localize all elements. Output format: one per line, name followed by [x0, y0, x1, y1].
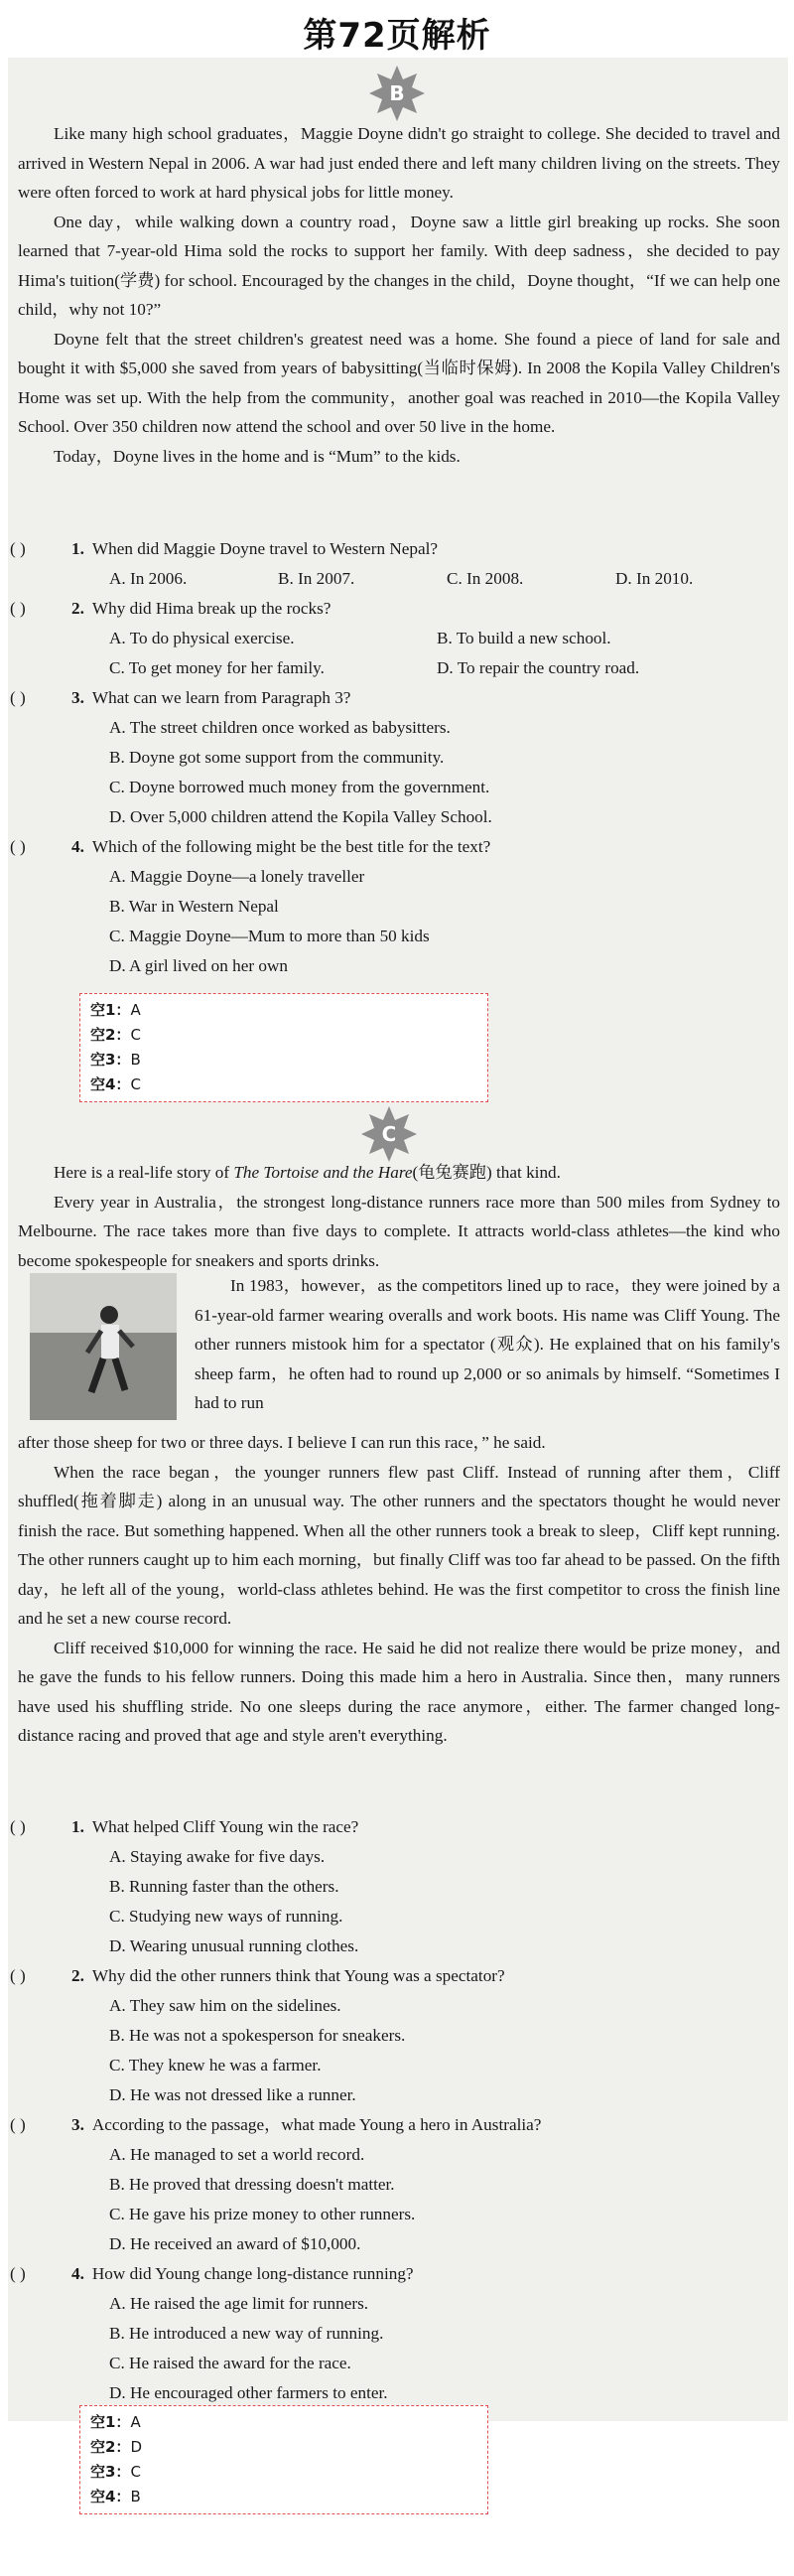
runner-photo: [30, 1273, 177, 1420]
answer-label: 空2：: [90, 2438, 131, 2456]
answer-blank[interactable]: ( ): [10, 837, 26, 856]
answer-row: [90, 1023, 477, 1048]
section-c-questions: [10, 1812, 784, 2408]
story-title: The Tortoise and the Hare: [233, 1163, 413, 1182]
option: B. He was not a spokesperson for sneakers.: [109, 2026, 406, 2045]
question-text: Which of the following might be the best title for the text?: [91, 837, 491, 856]
answer-blank[interactable]: ( ): [10, 599, 26, 618]
option: B. In 2007.: [278, 569, 355, 588]
option: C. To get money for her family.: [109, 658, 325, 677]
option: C. In 2008.: [447, 569, 524, 588]
option: A. He raised the age limit for runners.: [109, 2294, 369, 2313]
option: A. In 2006.: [109, 569, 188, 588]
answer-label: 空4：: [90, 2488, 131, 2505]
question-number: 3.: [71, 2115, 84, 2134]
answer-row: [90, 1048, 477, 1073]
paragraph: [18, 1158, 780, 1188]
section-c-paragraph-3: [195, 1271, 780, 1418]
option: D. In 2010.: [615, 569, 694, 588]
answer-blank[interactable]: ( ): [10, 539, 26, 558]
section-c-leaf-icon: [359, 1104, 419, 1164]
answer-row: [90, 2410, 477, 2435]
option: A. The street children once worked as babysitters.: [109, 718, 451, 737]
option: B. To build a new school.: [437, 629, 611, 647]
answer-blank[interactable]: ( ): [10, 2264, 26, 2283]
section-b-badge: B: [389, 81, 405, 105]
question-number: 1.: [71, 539, 84, 558]
paragraph: Like many high school graduates，Maggie Doyne didn't go straight to college. She decided to travel and arrived in Western Nepal in 2006. A war had just ended there and left many children living on the streets. They were often forced to work at hard physical jobs for little money.: [18, 124, 780, 202]
answer-label: 空1：: [90, 2413, 131, 2431]
question-text: According to the passage，what made Young a hero in Australia?: [91, 2115, 542, 2134]
answer-label: 空2：: [90, 1026, 131, 1044]
paragraph: Today，Doyne lives in the home and is “Mum” to the kids.: [54, 446, 461, 466]
answer-row: [90, 998, 477, 1023]
answer-blank[interactable]: ( ): [10, 2115, 26, 2134]
question-2: [10, 594, 784, 683]
question-text: How did Young change long-distance running?: [91, 2264, 414, 2283]
option: A. Staying awake for five days.: [109, 1847, 326, 1866]
answer-blank[interactable]: ( ): [10, 1817, 26, 1836]
paragraph: When the race began，the younger runners flew past Cliff. Instead of running after them，Cliff shuffled(拖着脚走) along in an unusual way. The other runners and the spectators thought he would never finish the race. But something happened. When all the other runners took a break to sleep，Cliff kept running. The other runners caught up to him each morning，but finally Cliff was too far ahead to be passed. On the fifth day，he left all of the young，world-class athletes behind. He was the first competitor to cross the finish line and he set a new course record.: [18, 1462, 780, 1628]
question-3: [10, 2110, 784, 2259]
question-number: 4.: [71, 837, 84, 856]
question-1: [10, 534, 784, 594]
section-b-answer-box: [79, 993, 488, 1102]
question-1: [10, 1812, 784, 1961]
paragraph: Cliff received $10,000 for winning the race. He said he did not realize there would be prize money，and he gave the funds to his fellow runners. Doing this made him a hero in Australia. Since then，many runners have used his shuffling stride. No one sleeps during the race anymore，either. The farmer changed long-distance racing and proved that age and style aren't everything.: [18, 1638, 780, 1745]
option: D. He encouraged other farmers to enter.: [109, 2383, 388, 2402]
option: A. To do physical exercise.: [109, 629, 295, 647]
answer-value: C: [130, 1075, 141, 1093]
option: B. He proved that dressing doesn't matter.: [109, 2175, 395, 2194]
answer-blank[interactable]: ( ): [10, 1966, 26, 1985]
answer-value: C: [130, 2463, 141, 2481]
question-text: When did Maggie Doyne travel to Western Nepal?: [91, 539, 439, 558]
section-b-passage: [18, 119, 780, 471]
section-c-intro: [18, 1158, 780, 1275]
answer-value: B: [130, 1051, 141, 1069]
option: C. Maggie Doyne—Mum to more than 50 kids: [109, 927, 430, 945]
option: A. He managed to set a world record.: [109, 2145, 365, 2164]
option: C. He gave his prize money to other runners.: [109, 2205, 416, 2223]
question-number: 2.: [71, 1966, 84, 1985]
question-4: [10, 2259, 784, 2408]
paragraph: Doyne felt that the street children's greatest need was a home. She found a piece of land for sale and bought it with $5,000 she saved from years of babysitting(当临时保姆). In 2008 the Kopila Valley Children's Home was set up. With the help from the community，another goal was reached in 2010—the Kopila Valley School. Over 350 children now attend the school and over 50 live in the home.: [18, 329, 780, 436]
question-number: 2.: [71, 599, 84, 618]
answer-value: D: [130, 2438, 142, 2456]
option: C. He raised the award for the race.: [109, 2354, 351, 2372]
section-c-answer-box: [79, 2405, 488, 2514]
section-c-badge: C: [381, 1122, 397, 1146]
question-text: Why did the other runners think that Young was a spectator?: [91, 1966, 505, 1985]
question-text: What helped Cliff Young win the race?: [91, 1817, 359, 1836]
answer-blank[interactable]: ( ): [10, 688, 26, 707]
section-b-questions: [10, 534, 784, 981]
answer-label: 空4：: [90, 1075, 131, 1093]
option: B. Doyne got some support from the community.: [109, 748, 445, 767]
question-number: 4.: [71, 2264, 84, 2283]
intro-text: Here is a real-life story of: [54, 1163, 234, 1182]
question-4: [10, 832, 784, 981]
option: D. A girl lived on her own: [109, 956, 288, 975]
option: D. He received an award of $10,000.: [109, 2234, 361, 2253]
answer-row: [90, 2460, 477, 2485]
question-number: 3.: [71, 688, 84, 707]
option: D. Over 5,000 children attend the Kopila Valley School.: [109, 807, 492, 826]
section-b-leaf-icon: [367, 64, 427, 123]
option: D. Wearing unusual running clothes.: [109, 1936, 359, 1955]
paragraph: after those sheep for two or three days. I believe I can run this race，” he said.: [18, 1433, 546, 1452]
question-text: Why did Hima break up the rocks?: [91, 599, 331, 618]
option: A. Maggie Doyne—a lonely traveller: [109, 867, 365, 886]
option: C. Doyne borrowed much money from the government.: [109, 778, 490, 796]
answer-label: 空3：: [90, 2463, 131, 2481]
answer-row: [90, 2435, 477, 2460]
answer-value: A: [130, 1001, 141, 1019]
answer-value: B: [130, 2488, 141, 2505]
answer-value: A: [130, 2413, 141, 2431]
option: B. War in Western Nepal: [109, 897, 279, 916]
option: B. He introduced a new way of running.: [109, 2324, 384, 2343]
option: D. He was not dressed like a runner.: [109, 2085, 356, 2104]
answer-value: C: [130, 1026, 141, 1044]
question-3: [10, 683, 784, 832]
answer-label: 空3：: [90, 1051, 131, 1069]
answer-label: 空1：: [90, 1001, 131, 1019]
intro-text: (龟兔赛跑) that kind.: [412, 1163, 561, 1182]
paragraph: In 1983，however，as the competitors lined up to race，they were joined by a 61-year-old farmer wearing overalls and work boots. His name was Cliff Young. The other runners mistook him for a spectator (观众). He explained that on his family's sheep farm，he often had to round up 2,000 or so animals by himself. “Sometimes I had to run: [195, 1276, 780, 1412]
section-c-passage: [18, 1428, 780, 1751]
page-title: 第72页解析: [303, 16, 491, 56]
option: D. To repair the country road.: [437, 658, 640, 677]
option: C. They knew he was a farmer.: [109, 2056, 322, 2075]
answer-row: [90, 1073, 477, 1097]
answer-row: [90, 2485, 477, 2509]
paragraph: Every year in Australia，the strongest long-distance runners race more than 500 miles from Sydney to Melbourne. The race takes more than five days to complete. It attracts world-class athletes—the kind who become spokespeople for sneakers and sports drinks.: [18, 1192, 780, 1270]
paragraph: One day，while walking down a country road，Doyne saw a little girl breaking up rocks. She soon learned that 7-year-old Hima sold the rocks to support her family. With deep sadness，she decided to pay Hima's tuition(学费) for school. Encouraged by the changes in the child，Doyne thought，“If we can help one child，why not 10?”: [18, 212, 780, 319]
question-number: 1.: [71, 1817, 84, 1836]
option: A. They saw him on the sidelines.: [109, 1996, 341, 2015]
question-text: What can we learn from Paragraph 3?: [91, 688, 351, 707]
option: C. Studying new ways of running.: [109, 1907, 343, 1926]
question-2: [10, 1961, 784, 2110]
option: B. Running faster than the others.: [109, 1877, 339, 1896]
